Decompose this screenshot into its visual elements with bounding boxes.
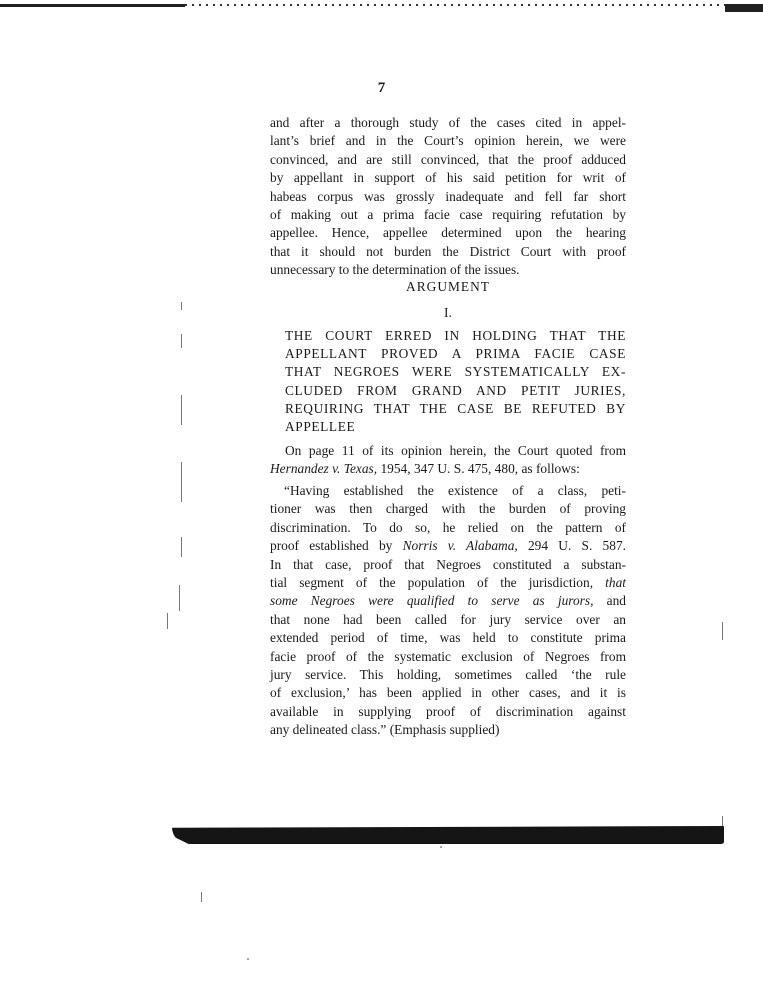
- citation-reference: 1954, 347 U. S. 475, 480, as follows:: [377, 461, 580, 477]
- text-line: of making out a prima facie case requiring refutation by: [270, 207, 626, 223]
- heading-line: APPELLANT PROVED A PRIMA FACIE CASE: [285, 346, 626, 362]
- quote-line: extended period of time, was held to constitute prima: [270, 630, 626, 646]
- heading-line: APPELLEE: [285, 419, 356, 435]
- body-paragraph-continuation: [270, 114, 626, 280]
- margin-mark: [181, 395, 182, 425]
- quote-text: 294 U. S. 587.: [517, 538, 626, 554]
- margin-mark: [201, 892, 202, 902]
- text-line: On page 11 of its opinion herein, the Court quoted from: [285, 443, 626, 458]
- quote-line: [270, 592, 626, 610]
- heading-line: CLUDED FROM GRAND AND PETIT JURIES,: [285, 382, 626, 398]
- citation-paragraph: [270, 442, 626, 479]
- section-title: ARGUMENT: [406, 279, 490, 294]
- heading-line: THAT NEGROES WERE SYSTEMATICALLY EX-: [285, 364, 626, 380]
- margin-mark: [181, 302, 182, 310]
- quote-line: any delineated class.” (Emphasis supplied): [270, 722, 500, 738]
- margin-mark: [181, 334, 182, 348]
- quote-line: facie proof of the systematic exclusion of Negroes from: [270, 648, 626, 664]
- text-line: that it should not burden the District Court with proof: [270, 243, 626, 259]
- text-line: and after a thorough study of the cases cited in appel-: [270, 115, 626, 130]
- margin-mark: [181, 537, 182, 557]
- margin-mark: [722, 622, 723, 640]
- quote-line: [270, 537, 626, 555]
- text-line: unnecessary to the determination of the issues.: [270, 262, 520, 278]
- margin-mark: [181, 462, 182, 502]
- bottom-border-bar: [172, 826, 724, 844]
- top-border-rule: [0, 0, 763, 14]
- quote-line: tioner was then charged with the burden of proving: [270, 501, 626, 517]
- quote-line: “Having established the existence of a class, peti-: [284, 483, 626, 498]
- quote-line: of exclusion,’ has been applied in other cases, and it is: [270, 685, 626, 701]
- text-line: appellee. Hence, appellee determined upon the hearing: [270, 225, 626, 241]
- text-line: habeas corpus was grossly inadequate and fell far short: [270, 188, 626, 204]
- quote-text: proof established by: [270, 538, 403, 554]
- margin-mark: [179, 585, 180, 611]
- quote-line: In that case, proof that Negroes constituted a substan-: [270, 556, 626, 572]
- quote-line: discrimination. To do so, he relied on the pattern of: [270, 519, 626, 535]
- quote-line: jury service. This holding, sometimes called ‘the rule: [270, 667, 626, 683]
- text-line: [270, 460, 626, 478]
- text-line: by appellant in support of his said petition for writ of: [270, 170, 626, 186]
- section-numeral: I.: [444, 305, 452, 320]
- text-line: lant’s brief and in the Court’s opinion herein, we were: [270, 133, 626, 149]
- top-rule-right-segment: [725, 4, 763, 12]
- heading-line: REQUIRING THAT THE CASE BE REFUTED BY: [285, 400, 626, 416]
- margin-mark: [167, 613, 168, 629]
- quote-line: [270, 574, 626, 592]
- heading-line: THE COURT ERRED IN HOLDING THAT THE: [285, 328, 626, 343]
- argument-heading: [285, 327, 626, 436]
- text-line: convinced, and are still convinced, that the proof adduced: [270, 151, 626, 167]
- case-citation: Norris v. Alabama,: [402, 538, 518, 554]
- page-number: 7: [377, 80, 386, 96]
- quote-text: and: [593, 593, 626, 609]
- case-citation: Hernandez v. Texas,: [270, 461, 378, 477]
- quote-line: available in supplying proof of discrimination against: [270, 703, 626, 719]
- quote-line: that none had been called for jury service over an: [270, 611, 626, 627]
- top-rule-left-segment: [0, 4, 185, 7]
- quote-text: tial segment of the population of the jurisdiction,: [270, 575, 606, 591]
- scan-speck: [247, 958, 249, 960]
- emphasized-text: that: [605, 575, 626, 591]
- block-quote: [270, 482, 626, 740]
- top-rule-dotted-segment: [185, 4, 725, 6]
- emphasized-text: some Negroes were qualified to serve as jurors,: [270, 593, 594, 609]
- scan-speck: [440, 846, 442, 848]
